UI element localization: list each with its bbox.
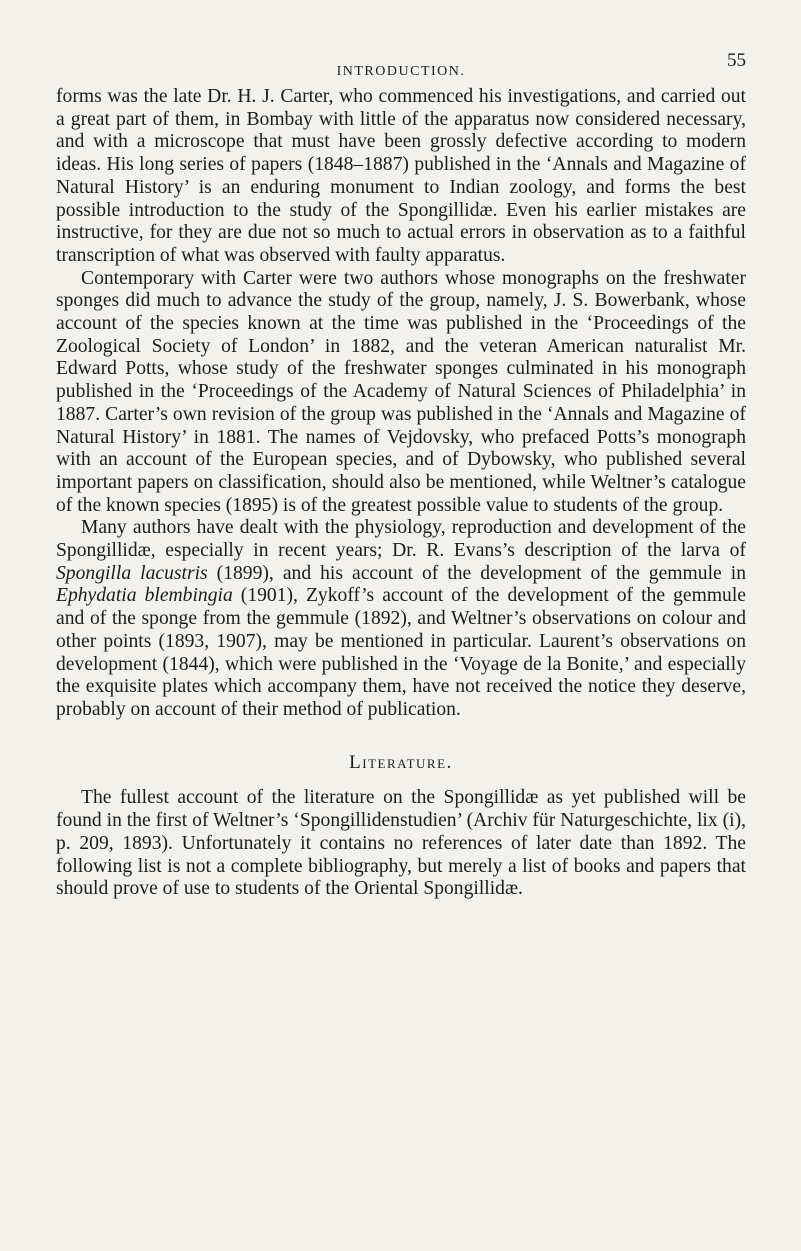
page [56, 50, 746, 901]
paragraph-carter: forms was the late Dr. H. J. Carter, who commenced his investigations, and carried out a great part of them, in Bombay with little of the apparatus now considered necessary, and with a microscope that must have been grossly defective according to modern ideas. His long series of papers (1848–1887) published in the ‘Annals and Magazine of Natural History’ is an enduring monument to Indian zoology, and forms the best possible introduction to the study of the Spongillidæ. Even his earlier mistakes are instructive, for they are due not so much to actual errors in observation as to a faithful transcription of what was observed with faulty apparatus. [56, 86, 746, 266]
body-text [56, 86, 746, 901]
paragraph-development [56, 517, 746, 721]
running-title: INTRODUCTION. [336, 64, 466, 79]
paragraph-development-text-2: (1899), and his account of the development of the gemmule in [207, 562, 746, 584]
paragraph-development-text-3: (1901), Zykoff’s account of the development of the gemmule and of the sponge from the gemmule (1892), and Weltner’s observations on colour and other points (1893, 1907), may be mentioned in particular. Laurent’s observations on development (1844), which were published in the ‘Voyage de la Bonite,’ and especially the exquisite plates which accompany them, have not received the notice they deserve, probably on account of their method of publication. [56, 585, 746, 720]
section-heading-literature: Literature. [349, 751, 453, 773]
page-number: 55 [727, 50, 746, 71]
species-name-spongilla: Spongilla lacustris [56, 562, 208, 584]
species-name-ephydatia: Ephydatia blembingia [56, 585, 233, 607]
running-head [56, 50, 746, 86]
paragraph-contemporaries: Contemporary with Carter were two authors whose monographs on the freshwater sponges did much to advance the study of the group, namely, J. S. Bowerbank, whose account of the species known at the time was published in the ‘Proceedings of the Zoological Society of London’ in 1882, and the veteran American naturalist Mr. Edward Potts, whose study of the freshwater sponges culminated in his monograph published in the ‘Proceedings of the Academy of Natural Sciences of Philadelphia’ in 1887. Carter’s own revision of the group was published in the ‘Annals and Magazine of Natural History’ in 1881. The names of Vejdovsky, who prefaced Potts’s monograph with an account of the European species, and of Dybowsky, who published several important papers on classification, should also be mentioned, while Weltner’s catalogue of the known species (1895) is of the greatest possible value to students of the group. [56, 267, 746, 516]
paragraph-literature: The fullest account of the literature on the Spongillidæ as yet published will be found in the first of Weltner’s ‘Spongillidenstudien’ (Archiv für Naturgeschichte, lix (i), p. 209, 1893). Unfortunately it contains no references of later date than 1892. The following list is not a complete bibliography, but merely a list of books and papers that should prove of use to students of the Oriental Spongillidæ. [56, 787, 746, 900]
paragraph-development-text-1: Many authors have dealt with the physiology, reproduction and development of the Spongillidæ, especially in recent years; Dr. R. Evans’s description of the larva of [56, 517, 746, 562]
